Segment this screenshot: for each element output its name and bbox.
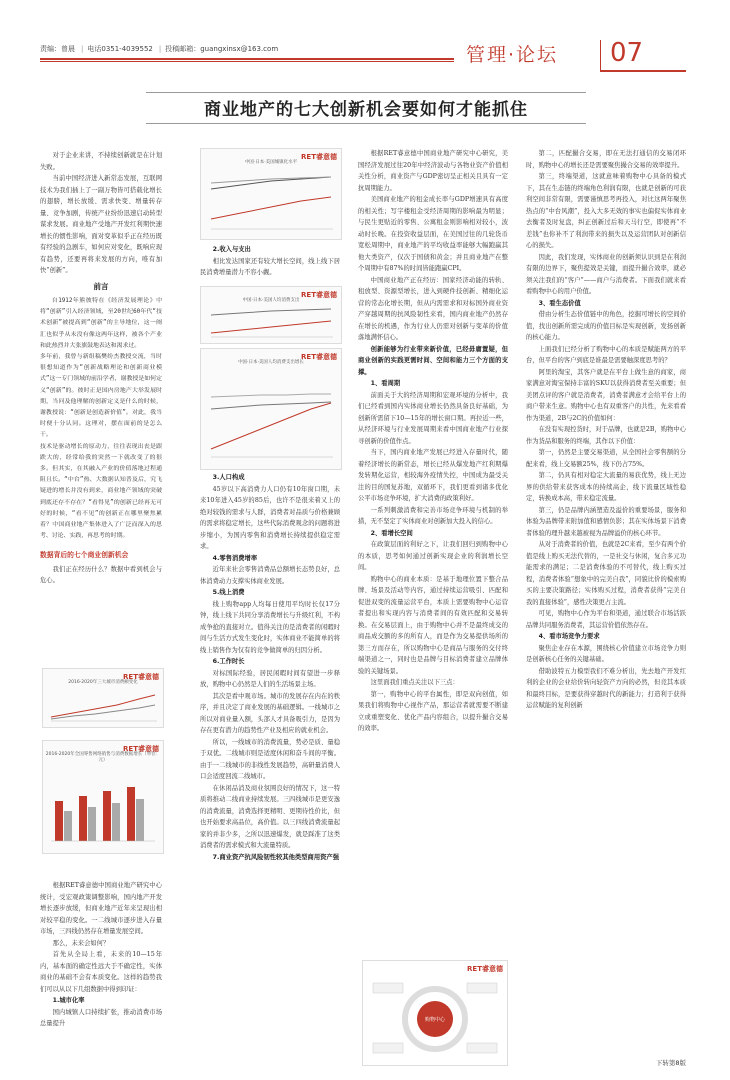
- continued-note: 下转第8版: [655, 1059, 686, 1067]
- col4-p11: 从对于消费者的价值，也就是2C来看，至少有两个价值是线上购买无法代替的，一是社交与休闲，复合多元功能需求的满足；二是消费体验的不可替代，线上购买过程，消费者体验“想象中的完美自我”，同貌比价的模索购买的主要决策路径；实体购买过程，消费者获得“完美自我的直接体验”，感性决策更占主流。: [526, 541, 686, 606]
- col2-sub3: 3.人口构成: [212, 474, 245, 481]
- header-info: 责编：曾晨 | 电话0351-4039552 | 投稿邮箱：guangxinsx@163.com: [40, 45, 279, 53]
- chart-logo: RET睿意德: [301, 153, 337, 161]
- col3-p6: 一系列刺激消费和完善市场竞争环境与机制的举措，无不坚定了实体商业对创新加大投入的信心。: [358, 506, 508, 525]
- chart-lines: [201, 287, 341, 343]
- editor: 责编：曾晨: [40, 45, 75, 53]
- chart-city-consumption: [42, 668, 164, 728]
- col1-p4: 根据RET睿意德中国商业地产研究中心统计，受宏观政策调整影响，国内地产开发增长逐步放缓，但商业地产近年来呈现出相对较平稳的变化。一二线城市逐步进入存量市场，三四线仍然存在增量发展空间。: [40, 882, 162, 935]
- chart-title: 中国·日本·美国城镇化水平: [244, 160, 298, 165]
- chart-urbanization: [200, 148, 342, 240]
- col3-p7: 在政策层面的利好之下，让我们回归到购物中心的本质，思考如何通过创新实现企业的利润增长空间。: [358, 541, 508, 571]
- column-2-bottom: [200, 472, 340, 863]
- col2-sub5: 5.线上消费: [212, 589, 245, 596]
- chart-lines: [201, 349, 341, 469]
- col3-p3: 中国商业地产正在经历：国家经济动能的转轨、租放型、资源型增长，进入到硬件技创新、精细化运营的常态化增长期，但从内需需求和对标国外商业资产穿越周期的抗风险韧性来看，国内商业地产仍然存在增长的机遇，作为行业人仍需对创新与变革的价值落地满怀信心。: [358, 276, 508, 341]
- col3-bold1: 创新能够为行业带来新价值，已经毋庸置疑，但商业创新的实践更需时间、空间和能力三个方面的支撑。: [358, 345, 508, 376]
- header-rule-thin: [40, 61, 454, 62]
- col1-p2: 当前中国经济进入新常态发展，互联网技术为我们插上了一副万物皆可搭载化增长的翅膀，增长放缓、需求快变、增量转存量、竞争加剧，传统产业纷纷迅速启动转型谋求发展。商业地产受地产开发红利期快速增长的惯性影响，面对变革似乎正在经历既有经验的急剧车，如何应对变化，既响应现有趋势，还要再将来发展的方向，唯有加快“创新”。: [40, 175, 162, 274]
- col1-p5: 那么，未来会如何？: [52, 939, 110, 947]
- column-2-top: [200, 244, 340, 279]
- chart-lines: [43, 669, 163, 727]
- chart-lines: [201, 149, 341, 239]
- chart-title: 2016-2020年全国零售网络销售与消费数据增长（单位：元）: [45, 752, 161, 763]
- col3-p4: 前面关于大的经济周期和宏观环境的分析中，我们已经看到国内实体商业增长仍然具备良好基础，为创新所需留下10—15年的增长窗口期。再拉近一些，从经济环境与行业发展周期来看中国商业地产行业探寻创新的价值作点。: [358, 391, 508, 445]
- chart-retail-growth: [42, 740, 164, 854]
- diagram-center-label: 购物中心: [424, 1017, 445, 1023]
- col1-sub1: 1.城市化率: [52, 997, 85, 1004]
- col2-p6: 其次是看中观市场。城市的发展存在内在的秩序，并且决定了商业发展的基础逻辑。一线城市之所以对商业量入额，头部人才具备吸引力，是因为存在更有潜力的趋势性产业及相应的就业机会。: [200, 692, 340, 734]
- column-1-bottom: [40, 880, 162, 1030]
- chart-spending: [200, 286, 342, 344]
- col4-p5: 上面我们已经分析了购物中心的本质是赋能两方的平台，但平台的客户到底是谁最是需要触深度思考的？: [526, 345, 686, 364]
- article-title: 商业地产的七大创新机会要如何才能抓住: [204, 100, 528, 120]
- col1-p6: 首先从全局上看，未来的10—15年内，基本面的确定性远大于不确定性，实体商业的基础不会有本质变化。这样的趋势我们可以从以下几组数据中得到印证：: [40, 951, 162, 993]
- col4-p7: 在没有实现控货时，对于品牌，也就是2B，购物中心作为货品和服务的终端，其作以下价值：: [526, 426, 686, 445]
- col2-p1: 相比发达国家还有较大增长空间，线上线下居民消费增量潜力不容小觑。: [200, 257, 340, 276]
- chart-logo: RET睿意德: [123, 673, 159, 681]
- col2-p5: 对标国际经验，居民闲暇时间有望进一步释放，购物中心仍然是人们的生活场景主场。: [200, 669, 340, 688]
- email: 投稿邮箱：guangxinsx@163.com: [165, 45, 279, 53]
- column-3: [358, 148, 508, 735]
- col4-sub1: 3、看生态价值: [538, 299, 581, 307]
- col4-p9: 第二，仍具有相对稳定大流量的易获优势，线上无边界的供给带来获客成本的持续高企，线下流量区域性稳定，转换成本高，带来稳定流量。: [526, 472, 686, 502]
- col2-sub4: 4.零售消费增率: [212, 554, 258, 562]
- column-4: [526, 148, 686, 712]
- col2-sub6: 6.工作时长: [212, 658, 245, 665]
- col2-sub7: 7.商业资产抗风险韧性较其他类型商用资产强: [212, 853, 340, 861]
- col1-p1: 对于企业来讲，不持续创新就是在计划失败。: [40, 152, 162, 171]
- col4-sub2: 4、看市场竞争力要求: [538, 633, 600, 640]
- col3-p2: 美国商业地产的租金成长率与GDP增速具有高度的相关性；写字楼租金受经济周期的影响最为明显；与民生更贴近的零售、公寓租金则影响相对较小，波动时长晚。在投资收益层面，在美国过往的几轮货币宽松周期中，商业地产的平均收益率能够大幅跑赢其他大类资产，仅次于国债和黄金；并且商业地产在整个周期中有87%的时间皆能跑赢CPI。: [358, 196, 508, 272]
- col3-p10: 第一，购物中心的平台属性，即是双向创值，如果我们将购物中心视作产品，那运营者就需要不断建立或重塑变化、优化产品内容组合，以提升撮合交易的效率。: [358, 690, 508, 732]
- page-number-divider: [600, 40, 601, 72]
- col4-p6: 阿里的淘宝，其客户就是在平台上做生意的商家，商家满意对淘宝保持丰富的SKU以获得消费者至关重要；但美团点评的客户就是消费者，消费者满意才会给平台上的商户带来生意。购物中心也有双重客户的共性，先来看看作为渠道，2B与2C的价值如何：: [526, 368, 686, 422]
- diagram-graphic: [363, 961, 507, 1065]
- col3-p9: 这里面我们重点关注以下三点：: [370, 679, 459, 686]
- col1-p7: 国内城镇人口持续扩张，推动消费市场总量提升: [40, 1008, 162, 1027]
- preface-title: 前言: [93, 281, 109, 291]
- chart-title: 中国·日本·美国人均消费支出增长: [238, 360, 304, 365]
- col3-sub1: 1、看周期: [370, 380, 401, 387]
- col4-p10: 第三，仍是品牌内涵塑造及溢价的重要场景，服务和体验为品牌带来附加值和感情负影；其在实体场景下消费者体验的理升越来越被视为品牌溢价的核心环节。: [526, 506, 686, 537]
- col3-p8: 购物中心的商业本质：是基于地理位置下整合品牌、场景及活动等内容，通过持续运营吸引、匹配和促进双变的流量运营平台，本质上需要购物中心运营者提出和实现内容与消费者间的有效匹配和交易转换。在交易层面上，由于购物中心并不是最终成交的商品成交额的多的所有人，而是作为交易提供场所的第三方而存在，所以购物中心是商品与服务的交付终端渠道之一，同时也是品牌与目标消费者建立品牌体验的关键场景。: [358, 575, 508, 675]
- chart-title: 2016-2020年三大城市消费额变化: [68, 680, 138, 685]
- col4-p14: 借助波特五力模型我们不难分析出，先去地产开发红利的企业的会业给价转向轻资产方向的必然，但竞其本质和最终目标，是要获得穿越时代的新能力；打造利于获得运营赋能的复利创新: [526, 667, 686, 709]
- chart-logo: RET睿意德: [301, 353, 337, 361]
- col1-section-heading: 数据背后的七个商业创新机会: [40, 551, 129, 560]
- col2-p8: 在休闲品消及商业氛围良好的情况下，这一特质将推动二线商业持续发展。三四线城市是更安逸的消费流量，消费选择更精明、更期待性价比，但也开始要求高品位，高价值。以三四线消费流量起家的并非少多，之所以迅速爆发，就是踩准了这类消费者的需求模式和大流量特质。: [200, 784, 340, 849]
- header-rule: [40, 58, 454, 60]
- col1-p3: 我们正在经历什么？数据中看到机会与危心。: [40, 565, 162, 585]
- col2-p2: 45岁以下高消费力人口仍有10年窗口期，未来10年进入45岁的85后，也许不是很来着又上的绝对较钱的需求与人群，消费者对品质与价格兼顾的需求将稳定增长，这些代际消费观念的问题将进步缩小，为国内零售和消费增长持续提供稳定需求。: [200, 485, 340, 550]
- col4-p12: 可见，购物中心作为平台和渠道，通过联合市场活跃品牌共同服务消费者，其运营价值依然存在。: [526, 610, 686, 629]
- phone: 电话0351-4039552: [87, 45, 153, 53]
- chart-spending-growth: [200, 348, 342, 470]
- section-title: 管理·论坛: [466, 44, 559, 66]
- col4-p8: 第一，仍然是主要交易渠道，从全国社会零售额的分配来看，线上交易额25%，线下仍占75%。: [526, 449, 686, 468]
- col3-sub2: 2、看增长空间: [370, 529, 413, 537]
- col4-p1: 第二，匹配撮合交易，即在无法打通信的交易闭环时，购物中心的增长还是需要聚焦撮合交易的效率提升。: [526, 150, 686, 169]
- column-1: [40, 150, 162, 587]
- col4-p3: 因此，我们发现，实体商业的创新须认识到是在利润有限的边界下，聚焦提效是关键，而提升撮合效率，就必须关注我们的“客户”——商户与消费者。下面我们就来看看购物中心的用户价值。: [526, 253, 686, 295]
- preface-text: 自1912年熊彼特在《经济发展理论》中将“创新”引入经济领域，至20世纪60年代“技术创新”被提高到“创新”的主导地位，这一阐汇也似乎从未没有像这两年这样，被各个产业和此热烈并大张旗鼓地表达和渴求过。 多年前，我曾与新组稿樊纷杰教授交流，当时很想知道作为“创新战略理论和创新商业模式”这一专门领域的前沿学者，谢教授是如何定义“创新”的。彼时正是国内房地产大举发展时期，当问及他理解的创新定义是什么的时候，谢教授说：“创新是创造新价值”。对此，我当时便十分认同。这理对，摆在面前的是怎么干。 技术是驱动增长的原动力，往往表现出丧是跟跌大的，经常给我的突然一下就改变了的很多。但其实，在其融入产业的价值落地过程通阻且长。“中台”热、大数据认知普及后，究飞疑进的增长并没有到来，商业地产领域的突破到底还存不存在？“看得见”的创新已经再无可好的时候，“看不见”的创新正在哪里聚焦累着？中国商业地产集体进入了广泛而深入的思考、讨论、实践，再思考的时期。: [40, 298, 162, 540]
- chart-logo: RET睿意德: [301, 291, 337, 299]
- col2-p4: 线上购物app人均每日使用平均时长仅17分钟，线上线下共同分享消费增长与升级红利，不构成争抢的直接对立。值得关注的是消费者的闲暇时间与生活方式发生变化时，实体商业不能简单的将线上销售作为仅有的竞争做简单的归因分析。: [200, 600, 340, 654]
- col2-sub2: 2.收入与支出: [212, 246, 251, 253]
- diagram-ecosystem: [362, 960, 508, 1066]
- col3-p5: 当下，国内商业地产发展已经进入存量时代，随着经济增长的新常态，增长已经从爆发地产红利期爆发转期化运营，相较海外疫情失控，中国成为最受关注的目的国复苏地，双循环下，我们更看到诸多优化公平市场竞争环境，扩大消费的政策利好。: [358, 449, 508, 502]
- page-number: 07: [610, 38, 644, 68]
- chart-title: 中国·日本·美国人均消费支出: [242, 298, 300, 303]
- chart-bars: [43, 741, 163, 853]
- col2-p3: 近年来社会零售消费品总额增长态势良好，总体消费动力支撑实体商业发展。: [200, 566, 340, 585]
- diagram-logo: RET睿意德: [467, 965, 503, 973]
- page-number-rule: [600, 70, 686, 72]
- col4-p4: 借由分析生态价值链中的角色，挖掘可增长的空间价值，找出创新所需完成的价值目标是实现创新，发扬创新的核心能力。: [526, 311, 686, 341]
- col2-p7: 所以，一线城市的消费流量，势必是质、量稳于双优。二线城市则是适度休闲和奋斗间的平衡。由于一二线城市的非线性发展趋势，高研量消费人口会适度回流二线城市。: [200, 738, 340, 780]
- col4-p13: 聚焦企业存在本源，围绕核心价值建立市场竞争力则是创新核心任务的关键基础。: [526, 644, 686, 663]
- col3-p1: 根据RET睿意德中国商业地产研究中心研究，美国经济发展过往20年中经济波动与各物业资产价值相关性分析，商业资产与GDP密切呈正相关且具有一定抗周期能力。: [358, 150, 508, 192]
- col4-p2: 第三，终端渠道，这就意味着购物中心具备的模式下，其在生态链的终端角色利润有限，也就是创新的可获利空间非常有限，需要谨慎思考再投入，对比这两年聚焦热点的“中台风潮”，投入大多无效的事实也偏促实体商业去衡者及时复盘，纠正创新过后和天马行空，即使再“不差钱”也你补不了利润带来的损失以及运营团队对创新信心的损失。: [526, 173, 686, 249]
- chart-logo: RET睿意德: [123, 745, 159, 753]
